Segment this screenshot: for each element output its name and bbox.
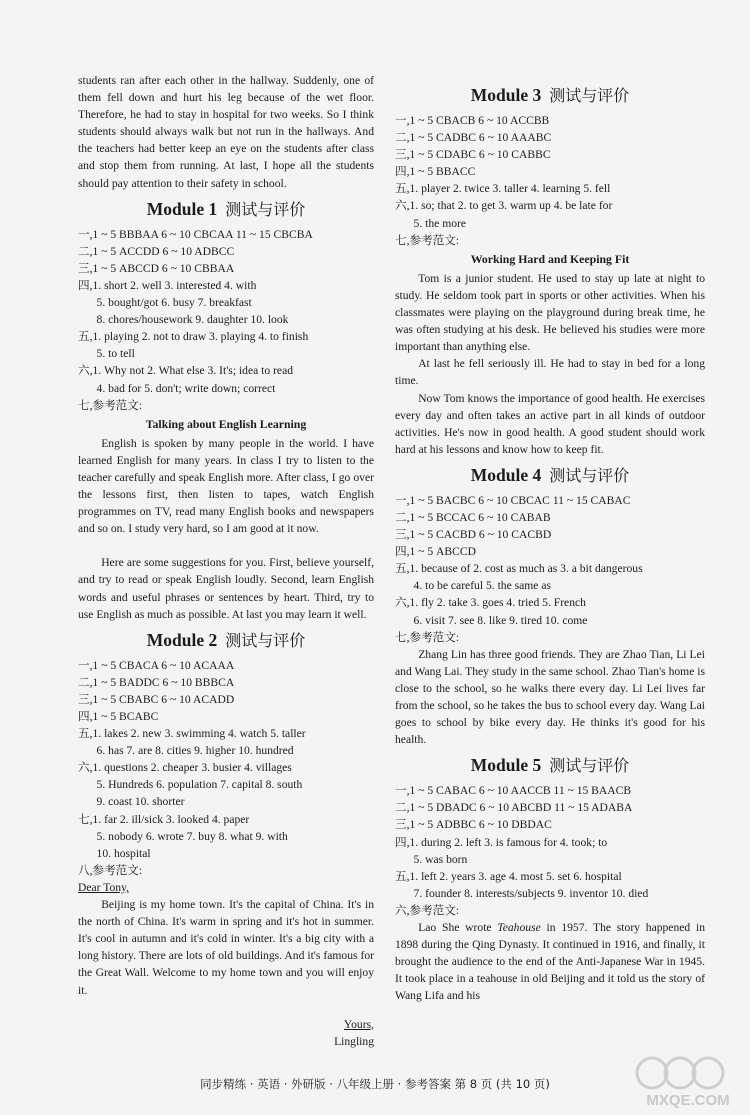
- section-label: 六,参考范文:: [395, 903, 460, 917]
- answer-line: 4. bad for 5. don't; write down; correct: [96, 381, 276, 395]
- page-footer: 同步精练 · 英语 · 外研版 · 八年级上册 · 参考答案 第 8 页 (共 10 页): [200, 1077, 550, 1091]
- answer-line: 六,1. so; that 2. to get 3. warm up 4. be late for: [395, 199, 613, 213]
- answer-line: 三,1 ~ 5 CDABC 6 ~ 10 CABBC: [395, 148, 551, 162]
- answer-line: 三,1 ~ 5 CACBD 6 ~ 10 CACBD: [395, 528, 552, 542]
- letter-greeting: [78, 879, 374, 896]
- essay-title: Working Hard and Keeping Fit: [470, 251, 630, 266]
- module-subtitle: 测试与评价: [549, 86, 630, 105]
- module-subtitle: 测试与评价: [549, 465, 630, 485]
- letter-closing: [78, 1016, 374, 1033]
- watermark-logo: [632, 1053, 744, 1111]
- essay-paragraph: Zhang Lin has three good friends. They are Zhao Tian, Li Lei and Wang Lai. They study in the same school. Zhao Tian's home is close to the school, so he walks there every day. Li Lei lives far from the school, so he takes the bus to school every day. Wang Lai goes to school by bike every day. He thinks it's good for his health.: [395, 647, 705, 747]
- answer-line: 三,1 ~ 5 ABCCD 6 ~ 10 CBBAA: [78, 261, 235, 275]
- answer-line: 二,1 ~ 5 BADDC 6 ~ 10 BBBCA: [78, 675, 235, 689]
- essay-title: Talking about English Learning: [145, 416, 307, 431]
- answer-line: 三,1 ~ 5 CBABC 6 ~ 10 ACADD: [78, 692, 235, 706]
- module-subtitle: 测试与评价: [225, 630, 306, 650]
- watermark-text: MXQE.COM: [646, 1092, 730, 1109]
- answer-line: 6. has 7. are 8. cities 9. higher 10. hundred: [96, 744, 294, 758]
- answer-line: 五,1. playing 2. not to draw 3. playing 4. to finish: [78, 330, 309, 344]
- section-label: 八,参考范文:: [78, 863, 143, 877]
- module-title: Module 5: [470, 755, 542, 776]
- answer-line: 四,1. short 2. well 3. interested 4. with: [78, 278, 257, 292]
- answer-line: 一,1 ~ 5 CABAC 6 ~ 10 AACCB 11 ~ 15 BAACB: [395, 784, 632, 798]
- answer-line: 6. visit 7. see 8. like 9. tired 10. come: [413, 613, 588, 627]
- essay-paragraph: Here are some suggestions for you. First, believe yourself, and try to read or speak English loudly. Second, learn English words and useful phrases or sentences by heart. Third, try to use English as much as possible. At last you may learn it well.: [78, 556, 374, 621]
- answer-line: 二,1 ~ 5 DBADC 6 ~ 10 ABCBD 11 ~ 15 ADABA: [395, 801, 633, 815]
- module-2-heading: [78, 629, 374, 652]
- module-subtitle: 测试与评价: [549, 756, 630, 776]
- answer-line: 5. Hundreds 6. population 7. capital 8. south: [96, 778, 303, 792]
- essay-paragraph: [395, 919, 705, 1004]
- module-4-heading: [395, 464, 705, 487]
- greeting-text: Dear Tony,: [78, 880, 130, 894]
- essay-paragraph: Now Tom knows the importance of good health. He exercises every day and often takes an active part in all kinds of outdoor activities. He's now in good health. A good student should work hard at his lessons and know how to keep fit.: [395, 391, 705, 456]
- answer-line: 二,1 ~ 5 BCCAC 6 ~ 10 CABAB: [395, 510, 551, 524]
- right-column: [395, 72, 705, 1005]
- essay-paragraph: At last he fell seriously ill. He had to stay in bed for a long time.: [395, 357, 705, 388]
- answer-line: 5. bought/got 6. busy 7. breakfast: [96, 296, 252, 310]
- book-title: Teahouse: [497, 921, 541, 935]
- answer-line: 四,1 ~ 5 BBACC: [395, 165, 476, 179]
- answer-line: 五,1. player 2. twice 3. taller 4. learning 5. fell: [395, 182, 611, 196]
- answer-line: 五,1. lakes 2. new 3. swimming 4. watch 5. taller: [78, 727, 306, 741]
- answer-line: 三,1 ~ 5 ADBBC 6 ~ 10 DBDAC: [395, 818, 552, 832]
- module-title: Module 1: [146, 198, 218, 219]
- answer-line: 二,1 ~ 5 ACCDD 6 ~ 10 ADBCC: [78, 244, 235, 258]
- answer-line: 9. coast 10. shorter: [96, 795, 185, 809]
- module-title: Module 2: [146, 629, 218, 650]
- left-column: [78, 72, 374, 1050]
- answer-line: 二,1 ~ 5 CADBC 6 ~ 10 AAABC: [395, 131, 552, 145]
- closing-text: Yours,: [343, 1017, 374, 1031]
- answer-line: 七,1. far 2. ill/sick 3. looked 4. paper: [78, 812, 250, 826]
- answer-line: 4. to be careful 5. the same as: [413, 579, 552, 593]
- module-title: Module 4: [470, 464, 542, 485]
- answer-line: 四,1 ~ 5 ABCCD: [395, 545, 476, 559]
- answer-line: 四,1 ~ 5 BCABC: [78, 710, 159, 723]
- module-1-heading: [78, 198, 374, 221]
- answer-line: 六,1. Why not 2. What else 3. It's; idea to read: [78, 364, 294, 378]
- section-label: 七,参考范文:: [395, 233, 460, 247]
- letter-body: Beijing is my home town. It's the capital of China. It's in the north of China. It's warm in spring and it's hot in summer. It's cool in autumn and it's cold in winter. It's a big city with a long history. There are lots of old buildings. And it's famous for the Great Wall. Welcome to my home town and you will enjoy it.: [78, 898, 374, 997]
- intro-paragraph: students ran after each other in the hallway. Suddenly, one of them fell down and hurt his leg because of the wet floor. Therefore, he had to stay in hospital for two weeks. So I think students should always walk but not run in the hallways. And the teachers had better keep an eye on the students after class and stop them from running. At last, I hope all the students should pay attention to their safety in school.: [78, 74, 374, 190]
- essay-text: Lao She wrote: [418, 921, 498, 935]
- section-label: 七,参考范文:: [395, 630, 460, 644]
- answer-line: 一,1 ~ 5 BACBC 6 ~ 10 CBCAC 11 ~ 15 CABAC: [395, 493, 631, 507]
- letter-signature: Lingling: [334, 1034, 374, 1048]
- module-3-heading: [395, 84, 705, 107]
- answer-line: 8. chores/housework 9. daughter 10. look: [96, 313, 289, 327]
- answer-line: 5. to tell: [96, 347, 135, 361]
- essay-paragraph: Tom is a junior student. He used to stay up late at night to study. He seldom took part in sports or other activities. When his classmates were playing on the playground during break time, he was often studying at his desk. He believed his studies were more important than anything else.: [395, 271, 705, 354]
- essay-text: in 1957. The story happened in 1898 during the Qing Dynasty. It continued in 1916, and finally, it brought the audience to the end of the Anti-Japanese War in 1945. It took place in a teahouse in old Beijing and it told us the story of Wang Lifa and his: [395, 921, 705, 1003]
- answer-line: 一,1 ~ 5 CBACB 6 ~ 10 ACCBB: [395, 114, 550, 127]
- module-title: Module 3: [470, 85, 542, 105]
- answer-line: 五,1. left 2. years 3. age 4. most 5. set 6. hospital: [395, 869, 622, 883]
- answer-line: 六,1. fly 2. take 3. goes 4. tried 5. French: [395, 596, 586, 610]
- answer-line: 一,1 ~ 5 CBACA 6 ~ 10 ACAAA: [78, 658, 235, 672]
- answer-line: 5. was born: [413, 852, 468, 866]
- section-label: 七,参考范文:: [78, 398, 143, 412]
- module-subtitle: 测试与评价: [225, 199, 306, 219]
- answer-line: 四,1. during 2. left 3. is famous for 4. took; to: [395, 835, 608, 849]
- essay-paragraph: English is spoken by many people in the world. I have learned English for many years. In class I try to listen to the teacher carefully and speak English more. After class, I go over the lessons first, then listen to tapes, watch English programmes on TV, read many English books and newspapers and so on. I study very hard, so I am good at it now.: [78, 436, 374, 536]
- answer-line: 一,1 ~ 5 BBBAA 6 ~ 10 CBCAA 11 ~ 15 CBCBA: [78, 227, 313, 241]
- answer-line: 5. the more: [413, 216, 467, 230]
- answer-line: 5. nobody 6. wrote 7. buy 8. what 9. with: [96, 829, 288, 843]
- answer-line: 六,1. questions 2. cheaper 3. busier 4. villages: [78, 761, 292, 775]
- answer-line: 五,1. because of 2. cost as much as 3. a bit dangerous: [395, 562, 643, 576]
- answer-line: 7. founder 8. interests/subjects 9. inventor 10. died: [413, 886, 649, 900]
- answer-line: 10. hospital: [96, 846, 151, 860]
- module-5-heading: [395, 754, 705, 777]
